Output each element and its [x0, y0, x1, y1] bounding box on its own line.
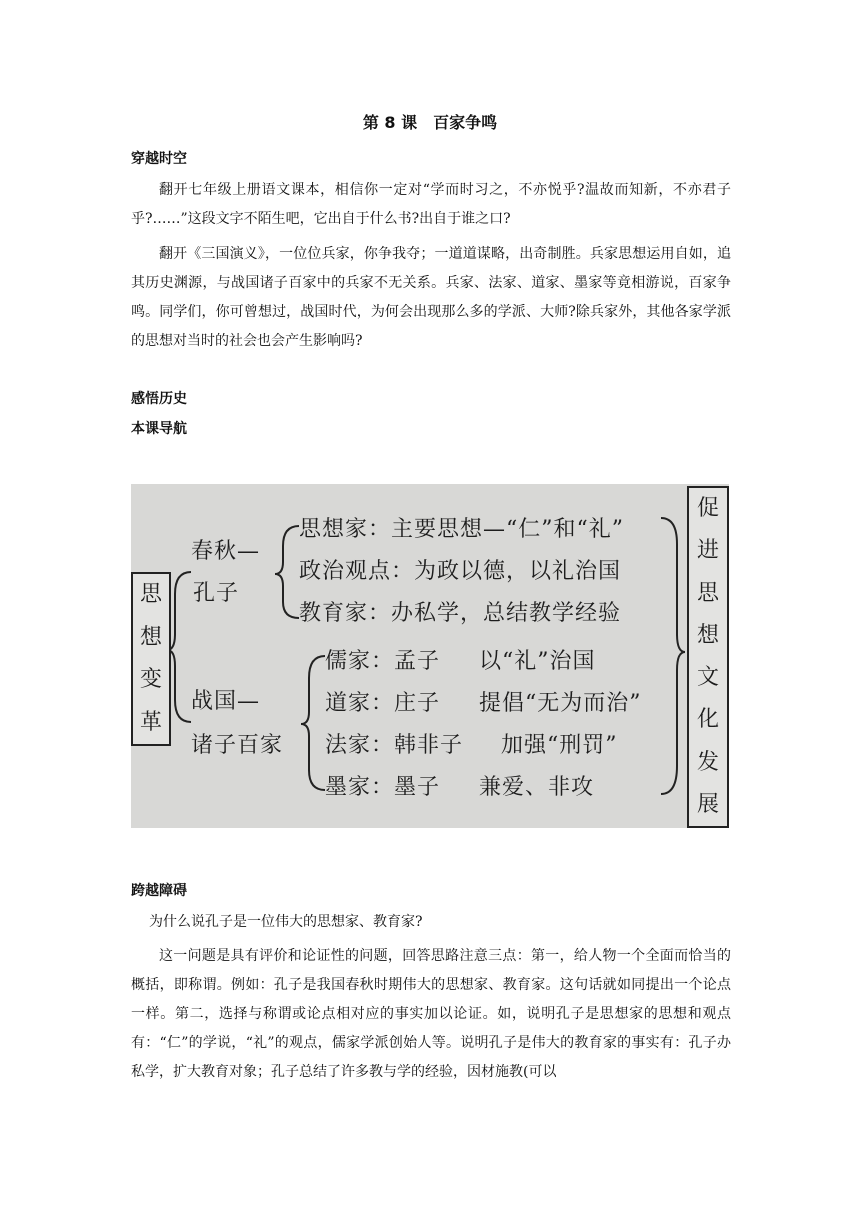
- kongzi-politics: 政治观点：为政以德，以礼治国: [299, 559, 622, 584]
- section-heading-perceive-history: 感悟历史: [131, 391, 187, 407]
- person-kongzi: 孔子: [193, 581, 240, 606]
- section-heading-crossing-time: 穿越时空: [131, 151, 187, 167]
- box-char: 思: [139, 582, 162, 608]
- label-zhuzi-baijia: 诸子百家: [191, 733, 284, 758]
- paragraph-intro-1: 翻开七年级上册语文课本，相信你一定对“学而时习之，不亦悦乎?温故而知新，不亦君子乎?……”这段文字不陌生吧，它出自于什么书?出自于谁之口?: [131, 182, 731, 227]
- lesson-number: 第 8 课: [362, 113, 418, 132]
- box-char: 展: [696, 791, 719, 817]
- kongzi-thinker: 思想家：主要思想—“仁”和“礼”: [299, 517, 624, 542]
- box-char: 文: [696, 665, 719, 691]
- school-fajia: 法家：韩非子: [325, 733, 464, 758]
- box-char: 促: [696, 496, 719, 522]
- school-rujia: 儒家：孟子: [325, 649, 441, 674]
- box-char: 思: [696, 580, 719, 606]
- paragraph-question: 为什么说孔子是一位伟大的思想家、教育家?: [149, 914, 423, 930]
- kongzi-educator: 教育家：办私学，总结教学经验: [299, 601, 622, 626]
- lesson-navigation-diagram: [131, 484, 729, 828]
- school-fajia-idea: 加强“刑罚”: [501, 733, 618, 758]
- period-zhanguo: 战国—: [191, 689, 261, 714]
- paragraph-answer: 这一问题是具有评价和论证性的问题，回答思路注意三点：第一，给人物一个全面而恰当的概括，即称谓。例如：孔子是我国春秋时期伟大的思想家、教育家。这句话就如同提出一个论点一样。第二，选择与称谓或论点相对应的事实加以论证。如，说明孔子是思想家的思想和观点有：“仁”的学说，“礼”的观点，儒家学派创始人等。说明孔子是伟大的教育家的事实有：孔子办私学，扩大教育对象；孔子总结了许多教与学的经验，因材施教(可以: [131, 948, 731, 1080]
- section-heading-cross-barrier: 跨越障碍: [131, 883, 187, 899]
- box-char: 发: [696, 749, 719, 775]
- box-char: 想: [139, 624, 162, 650]
- school-mojia-idea: 兼爱、非攻: [479, 775, 595, 800]
- section-heading-lesson-nav: 本课导航: [131, 421, 187, 437]
- paragraph-intro-2: 翻开《三国演义》，一位位兵家，你争我夺；一道道谋略，出奇制胜。兵家思想运用自如，追其历史渊源，与战国诸子百家中的兵家不无关系。兵家、法家、道家、墨家等竟相游说，百家争鸣。同学们，你可曾想过，战国时代，为何会出现那么多的学派、大师?除兵家外，其他各家学派的思想对当时的社会也会产生影响吗?: [131, 246, 731, 349]
- school-mojia: 墨家：墨子: [325, 775, 441, 800]
- box-char: 想: [696, 622, 719, 648]
- school-daojia-idea: 提倡“无为而治”: [479, 691, 642, 716]
- school-daojia: 道家：庄子: [325, 691, 441, 716]
- box-promote-culture: [687, 486, 729, 828]
- box-char: 进: [696, 538, 719, 564]
- page-title: [0, 110, 860, 133]
- box-char: 革: [139, 709, 162, 735]
- lesson-name: 百家争鸣: [433, 113, 498, 132]
- box-thought-reform: [131, 572, 171, 746]
- box-char: 变: [139, 667, 162, 693]
- box-char: 化: [696, 707, 719, 733]
- period-chunqiu: 春秋—: [191, 539, 261, 564]
- school-rujia-idea: 以“礼”治国: [479, 649, 596, 674]
